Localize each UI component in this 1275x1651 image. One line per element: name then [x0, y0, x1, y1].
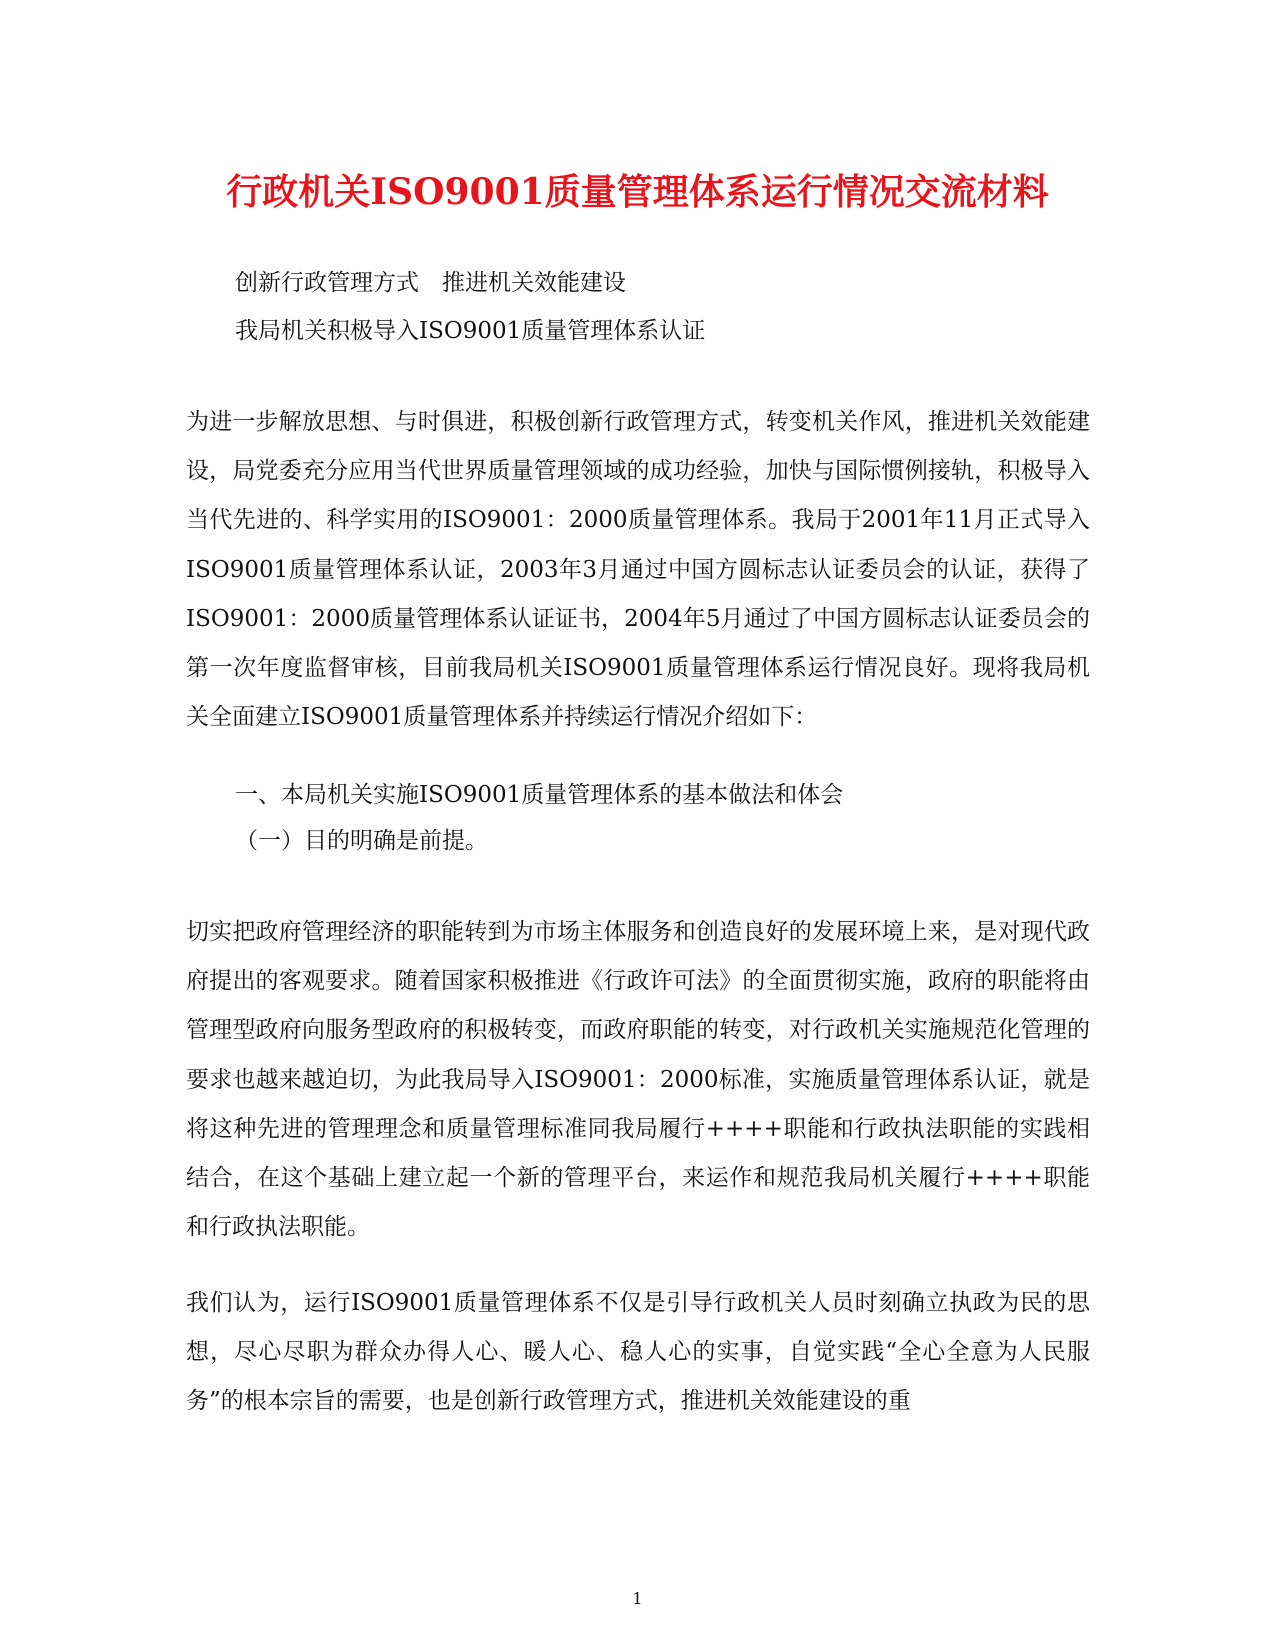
- page-number: 1: [632, 1589, 643, 1608]
- body-paragraph-1: 为进一步解放思想、与时俱进，积极创新行政管理方式，转变机关作风，推进机关效能建设，局党委充分应用当代世界质量管理领域的成功经验，加快与国际惯例接轨，积极导入当代先进的、科学实用的ISO9001：2000质量管理体系。我局于2001年11月正式导入ISO9001质量管理体系认证，2003年3月通过中国方圆标志认证委员会的认证，获得了ISO9001：2000质量管理体系认证证书，2004年5月通过了中国方圆标志认证委员会的第一次年度监督审核，目前我局机关ISO9001质量管理体系运行情况良好。现将我局机关全面建立ISO9001质量管理体系并持续运行情况介绍如下：: [186, 409, 1090, 731]
- section-heading-1: 一、本局机关实施ISO9001质量管理体系的基本做法和体会: [235, 782, 844, 808]
- document-title: 行政机关ISO9001质量管理体系运行情况交流材料: [226, 171, 1049, 213]
- body-paragraph-2: 切实把政府管理经济的职能转到为市场主体服务和创造良好的发展环境上来，是对现代政府提出的客观要求。随着国家积极推进《行政许可法》的全面贯彻实施，政府的职能将由管理型政府向服务型政府的积极转变，而政府职能的转变，对行政机关实施规范化管理的要求也越来越迫切，为此我局导入ISO9001：2000标准，实施质量管理体系认证，就是将这种先进的管理理念和质量管理标准同我局履行++++职能和行政执法职能的实践相结合，在这个基础上建立起一个新的管理平台，来运作和规范我局机关履行++++职能和行政执法职能。: [186, 919, 1090, 1241]
- subtitle-line-2: 我局机关积极导入ISO9001质量管理体系认证: [235, 318, 706, 344]
- section-subheading-1: （一）目的明确是前提。: [235, 828, 488, 854]
- body-paragraph-3: 我们认为，运行ISO9001质量管理体系不仅是引导行政机关人员时刻确立执政为民的思想，尽心尽职为群众办得人心、暖人心、稳人心的实事，自觉实践“全心全意为人民服务”的根本宗旨的需要，也是创新行政管理方式，推进机关效能建设的重: [186, 1290, 1090, 1415]
- subtitle-line-1: 创新行政管理方式 推进机关效能建设: [235, 270, 626, 296]
